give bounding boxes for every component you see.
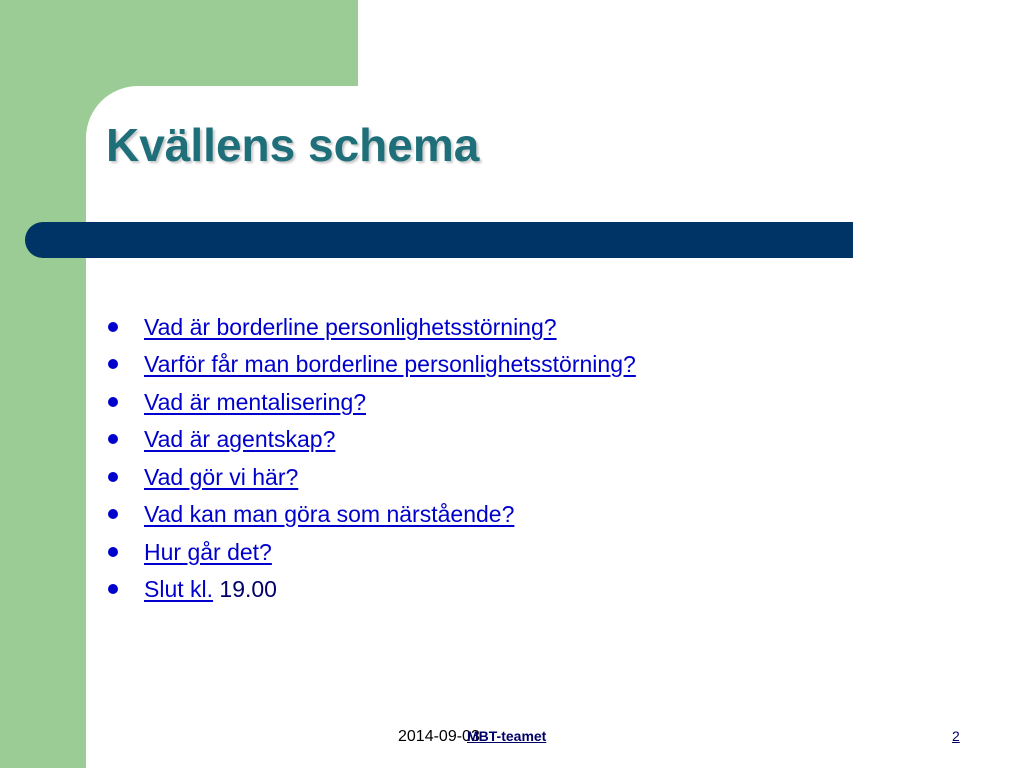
list-item-link[interactable]: Vad kan man göra som närstående? xyxy=(144,501,515,528)
agenda-list xyxy=(106,308,636,608)
list-item-link[interactable]: Hur går det? xyxy=(144,538,272,565)
footer-date: 2014-09-03 xyxy=(398,728,480,745)
bullet-dot-icon xyxy=(108,359,118,369)
bullet-dot-icon xyxy=(108,472,118,482)
title-divider-bar xyxy=(25,222,853,258)
page-number[interactable]: 2 xyxy=(952,728,960,744)
list-item-link[interactable]: Vad är agentskap? xyxy=(144,426,336,453)
bullet-dot-icon xyxy=(108,584,118,594)
list-item-link[interactable]: Slut kl. xyxy=(144,576,214,603)
bullet-dot-icon xyxy=(108,547,118,557)
list-item[interactable] xyxy=(106,458,636,496)
list-item[interactable] xyxy=(106,533,636,571)
list-item[interactable] xyxy=(106,308,636,346)
bullet-dot-icon xyxy=(108,397,118,407)
bullet-dot-icon xyxy=(108,509,118,519)
list-item[interactable] xyxy=(106,421,636,459)
list-item-link[interactable]: Vad är mentalisering? xyxy=(144,388,367,415)
slide-title: Kvällens schema xyxy=(106,119,480,171)
list-item-link[interactable]: Varför får man borderline personlighetsstörning? xyxy=(144,351,636,378)
list-item[interactable] xyxy=(106,383,636,421)
list-item[interactable] xyxy=(106,346,636,384)
bullet-dot-icon xyxy=(108,434,118,444)
end-time-text: 19.00 xyxy=(213,576,277,603)
footer-org-link[interactable]: MBT-teamet xyxy=(467,728,547,744)
list-item[interactable] xyxy=(106,496,636,534)
list-item[interactable] xyxy=(106,571,636,609)
list-item-link[interactable]: Vad är borderline personlighetsstörning? xyxy=(144,313,557,340)
list-item-link[interactable]: Vad gör vi här? xyxy=(144,463,299,490)
bullet-dot-icon xyxy=(108,322,118,332)
